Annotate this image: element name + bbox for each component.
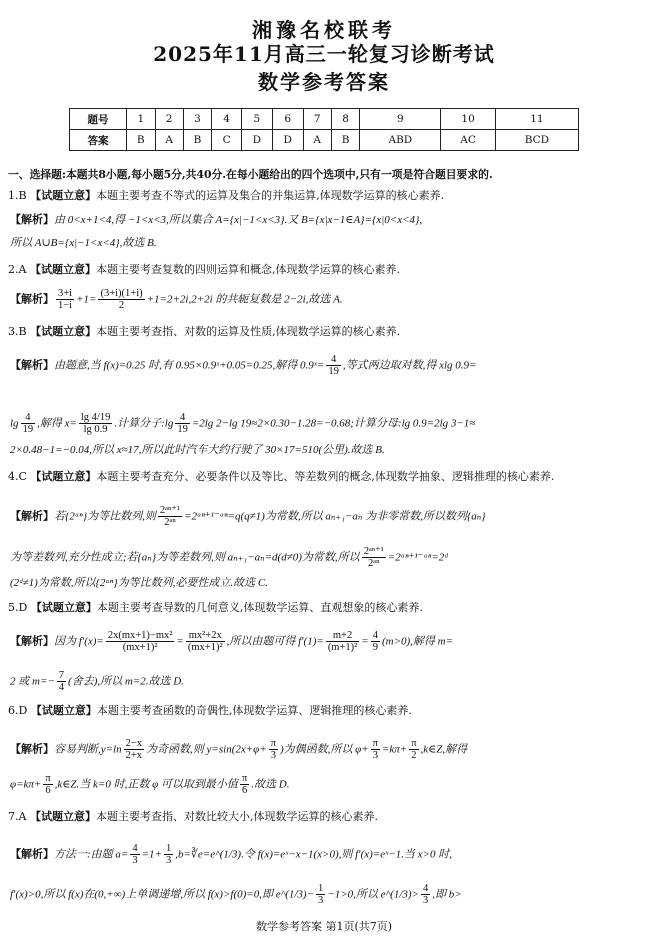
fraction: $\frac{m+2}{\text{(m+1)²}}$	[327, 630, 358, 653]
intent-tag: 【试题立意】	[30, 189, 97, 202]
q3-intent-line	[8, 325, 400, 339]
table-cell: 3	[183, 109, 212, 130]
solution-text: (2ᵈ≠1)为常数,所以{2ᵃⁿ}为等比数列,必要性成立.故选 C.	[10, 577, 269, 589]
solution-tag: 【解析】	[10, 742, 54, 756]
q7-intent-line	[8, 810, 378, 824]
q3-solution-line	[10, 354, 476, 377]
answer-table-answer-row	[70, 130, 579, 151]
solution-text: 由题意,当 f(x)=0.25 时,有 0.95×0.9ˣ+0.05=0.25,解得 0.9ˣ=	[54, 359, 325, 372]
solution-text: −1>0,所以 e^(1/3)>	[327, 888, 419, 901]
answer-number: 6.D	[8, 704, 28, 717]
answer-table	[69, 108, 579, 151]
intent-tag: 【试题立意】	[30, 325, 97, 338]
intent-text: 本题主要考查复数的四则运算和概念,体现数学运算的核心素养.	[95, 263, 400, 276]
solution-text: ,即 b>	[432, 888, 462, 901]
solution-tag: 【解析】	[10, 213, 54, 226]
table-cell: 8	[331, 109, 360, 130]
q6-solution-line	[10, 773, 289, 796]
intent-tag: 【试题立意】	[29, 810, 96, 823]
fraction: $\frac{\text{2ᵃⁿ⁺¹}}{\text{2ᵃⁿ}}$	[363, 546, 384, 569]
fraction: $\frac{4}{19}$	[22, 412, 34, 435]
solution-text: (舍去),所以 m=2.故选 D.	[68, 675, 184, 688]
q3-solution-line	[10, 443, 385, 457]
q4-intent-line	[8, 470, 554, 484]
solution-text: +1=2+2i,2+2i 的共轭复数是 2−2i,故选 A.	[146, 293, 343, 306]
solution-text: 2 或 m=−	[10, 675, 55, 688]
fraction: $\frac{\pi}{3}$	[270, 738, 276, 761]
row-label-number: 题号	[70, 109, 127, 130]
answer-table-number-row	[70, 109, 579, 130]
solution-text: =	[361, 635, 369, 648]
table-cell: B	[331, 130, 360, 151]
q4-solution-line	[10, 576, 268, 590]
fraction: $\frac{4}{3}$	[422, 883, 429, 906]
table-cell: C	[212, 130, 242, 151]
answer-number: 7.A	[8, 810, 27, 823]
fraction: $\frac{4}{19}$	[328, 354, 339, 377]
solution-text: =	[176, 635, 184, 648]
table-cell: 11	[495, 109, 578, 130]
solution-text: .故选 D.	[251, 778, 290, 791]
section-heading: 一、选择题:本题共8小题,每小题5分,共40分.在每小题给出的四个选项中,只有一项是符合题目要求的.	[8, 168, 493, 181]
q2-solution-line	[10, 288, 343, 311]
solution-text: 若{2ᵃⁿ}为等比数列,则	[54, 510, 156, 523]
intent-tag: 【试题立意】	[30, 704, 97, 717]
table-cell: 10	[441, 109, 495, 130]
exam-org-title: 湘豫名校联考	[252, 18, 396, 42]
fraction: $\frac{\text{2ᵃⁿ⁺¹}}{\text{2ᵃⁿ}}$	[159, 505, 181, 528]
q7-solution-line	[10, 883, 462, 906]
fraction: $\frac{7}{4}$	[58, 670, 65, 693]
answer-number: 2.A	[8, 263, 27, 276]
fraction: $\frac{4}{9}$	[372, 630, 378, 653]
q4-solution-line	[10, 546, 448, 569]
solution-tag: 【解析】	[10, 847, 54, 861]
answer-number: 3.B	[8, 325, 27, 338]
table-cell: 2	[155, 109, 183, 130]
intent-text: 本题主要考查导数的几何意义,体现数学运算、直观想象的核心素养.	[96, 601, 423, 614]
q4-solution-line	[10, 505, 486, 528]
fraction: $\frac{1}{3}$	[318, 883, 324, 906]
solution-text: =2ᵃⁿ⁺¹⁻ᵃⁿ=2ᵈ	[387, 551, 448, 564]
solution-text: (m>0),解得 m=	[381, 635, 454, 648]
table-cell: 9	[360, 109, 441, 130]
fraction: $\frac{\pi}{6}$	[45, 773, 51, 796]
fraction: $\frac{1}{3}$	[165, 843, 172, 866]
q6-solution-line	[10, 738, 467, 761]
table-cell: 5	[241, 109, 272, 130]
q7-solution-line	[10, 843, 452, 866]
answer-number: 1.B	[8, 189, 27, 202]
table-cell: A	[155, 130, 183, 151]
solution-text: 因为 f′(x)=	[54, 635, 104, 648]
fraction: $\frac{4}{3}$	[132, 843, 138, 866]
solution-text: ,所以由题可得 f′(1)=	[226, 635, 324, 648]
solution-text: f′(x)>0,所以 f(x)在(0,+∞)上单调递增,所以 f(x)>f(0)=0,即 e^(1/3)−	[10, 888, 315, 901]
q6-intent-line	[8, 704, 412, 718]
q1-solution-line	[10, 213, 422, 227]
solution-text: ,k∈Z.当 k=0 时,正数 φ 可以取到最小值	[54, 778, 238, 791]
intent-text: 本题主要考查不等式的运算及集合的并集运算,体现数学运算的核心素养.	[96, 189, 445, 202]
solution-text: 所以 A∪B={x|−1<x<4},故选 B.	[10, 237, 157, 249]
table-cell: 4	[212, 109, 242, 130]
solution-text: 容易判断,y=ln	[54, 743, 122, 756]
fraction: $\frac{\pi}{3}$	[372, 738, 378, 761]
solution-text: ,k∈Z,解得	[420, 743, 468, 756]
intent-text: 本题主要考查函数的奇偶性,体现数学运算、逻辑推理的核心素养.	[96, 704, 412, 717]
q5-intent-line	[8, 601, 423, 615]
table-cell: 1	[127, 109, 156, 130]
solution-text: 为奇函数,则 y=sin(2x+φ+	[146, 743, 267, 756]
solution-text: )为偶函数,所以 φ+	[279, 743, 369, 756]
page-footer: 数学参考答案 第1页(共7页)	[255, 920, 393, 933]
table-cell: 6	[272, 109, 303, 130]
intent-text: 本题主要考查指、对数比较大小,体现数学运算的核心素养.	[95, 810, 378, 823]
fraction: $\frac{4}{19}$	[177, 412, 188, 435]
q1-intent-line	[8, 189, 444, 203]
intent-tag: 【试题立意】	[30, 470, 97, 483]
table-cell: BCD	[495, 130, 578, 151]
row-label-answer: 答案	[70, 130, 127, 151]
intent-text: 本题主要考查指、对数的运算及性质,体现数学运算的核心素养.	[96, 325, 401, 338]
fraction: $\frac{3+i}{1-i}$	[58, 288, 73, 311]
solution-text: φ=kπ+	[10, 778, 42, 791]
solution-text: 方法一:由题 a=	[54, 848, 129, 861]
q3-solution-line	[10, 412, 475, 435]
solution-text: 为等差数列,充分性成立;若{aₙ}为等差数列,则 aₙ₊₁−aₙ=d(d≠0)为常数,所以	[10, 551, 360, 564]
solution-text: .计算分子:lg	[114, 417, 174, 430]
fraction: $\frac{\pi}{6}$	[241, 773, 248, 796]
q5-solution-line	[10, 630, 453, 653]
solution-text: +1=	[76, 293, 97, 306]
table-cell: 7	[303, 109, 331, 130]
solution-tag: 【解析】	[10, 292, 54, 306]
solution-text: =kπ+	[381, 743, 408, 756]
solution-text: =1+	[141, 848, 162, 861]
fraction: $\frac{2-x}{2+x}$	[125, 738, 143, 761]
table-cell: D	[272, 130, 303, 151]
solution-tag: 【解析】	[10, 509, 54, 523]
solution-text: =2ᵃⁿ⁺¹⁻ᵃⁿ=q(q≠1)为常数,所以 aₙ₊₁−aₙ 为非零常数,所以数列{aₙ}	[184, 510, 486, 523]
solution-text: ,b=∛e=e^(1/3).令 f(x)=eˣ−x−1(x>0),则 f′(x)=eˣ−1.当 x>0 时,	[175, 848, 452, 861]
fraction: $\frac{(3+i)(1+i)}{2}$	[100, 288, 143, 311]
table-cell: D	[241, 130, 272, 151]
solution-text: lg	[10, 417, 19, 430]
solution-text: =2lg 2−lg 19≈2×0.30−1.28=−0.68;计算分母:lg 0.9=2lg 3−1≈	[191, 417, 476, 430]
fraction: $\frac{\text{mx²+2x}}{\text{(mx+1)²}}$	[187, 630, 223, 653]
table-cell: A	[303, 130, 331, 151]
table-cell: ABD	[360, 130, 441, 151]
q5-solution-line	[10, 670, 184, 693]
fraction: $\frac{\lg 4/19}{\lg 0.9}$	[80, 412, 111, 435]
fraction: $\frac{\pi}{2}$	[411, 738, 417, 761]
solution-tag: 【解析】	[10, 358, 54, 372]
table-cell: AC	[441, 130, 495, 151]
answer-number: 5.D	[8, 601, 28, 614]
solution-text: ,解得 x=	[37, 417, 77, 430]
fraction: $\frac{\text{2x(mx+1)−mx²}}{\text{(mx+1)²}}$	[107, 630, 173, 653]
solution-text: 由 0<x+1<4,得 −1<x<3,所以集合 A={x|−1<x<3}.又 B={x|x−1∈A}={x|0<x<4},	[54, 214, 423, 226]
q2-intent-line	[8, 263, 400, 277]
exam-name-title: 2025年11月高三一轮复习诊断考试	[153, 42, 495, 66]
answer-key-title: 数学参考答案	[258, 70, 390, 94]
solution-text: 2×0.48−1=−0.04,所以 x≈17,所以此时汽车大约行驶了 30×17=510(公里).故选 B.	[10, 444, 385, 456]
intent-tag: 【试题立意】	[30, 601, 97, 614]
q1-solution-line	[10, 236, 157, 250]
table-cell: B	[127, 130, 156, 151]
intent-text: 本题主要考查充分、必要条件以及等比、等差数列的概念,体现数学抽象、逻辑推理的核心素养.	[96, 470, 555, 483]
table-cell: B	[183, 130, 212, 151]
intent-tag: 【试题立意】	[29, 263, 96, 276]
solution-text: ,等式两边取对数,得 xlg 0.9=	[342, 359, 477, 372]
answer-number: 4.C	[8, 470, 27, 483]
solution-tag: 【解析】	[10, 634, 54, 648]
